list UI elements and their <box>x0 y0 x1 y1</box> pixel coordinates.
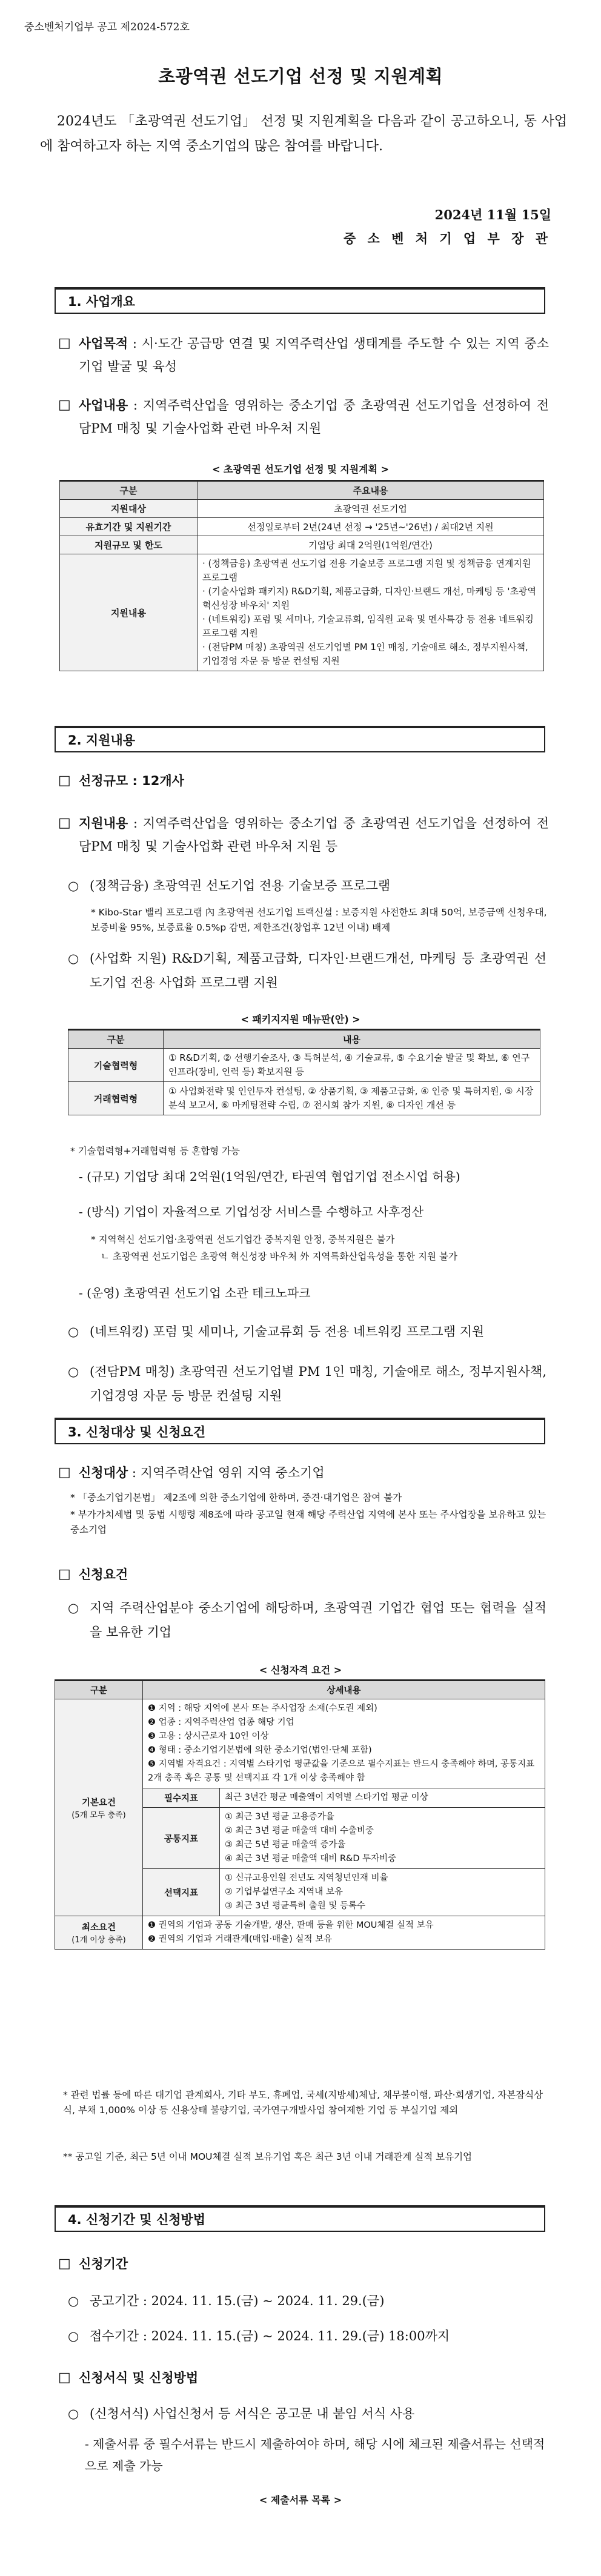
section-1-heading: 1. 사업개요 <box>55 287 545 314</box>
select-item: ① 신규고용인원 전년도 지역청년인재 비율 <box>225 1873 388 1883</box>
min-item: ❶ 권역의 기업과 공동 기술개발, 생산, 판매 등을 위한 MOU체결 실적 보유 <box>148 1920 434 1930</box>
basic-item: ❷ 업종 : 지역주력산업 업종 해당 기업 <box>148 1718 294 1727</box>
sec2-biz <box>68 946 546 995</box>
select-items <box>220 1869 545 1916</box>
table-row <box>60 500 544 518</box>
purpose-text: : 시·도간 공급망 연결 및 지역주력산업 생태계를 주도할 수 있는 지역 중소기업 발굴 및 육성 <box>79 336 549 374</box>
pkg-table <box>68 1029 540 1115</box>
method-note-1: * 지역혁신 선도기업·초광역권 선도기업간 중복지원 안정, 중복지원은 불가 <box>91 1234 395 1245</box>
circle-bullet-icon: ○ <box>68 2294 79 2308</box>
circle-bullet-icon: ○ <box>68 1324 79 1339</box>
table-row <box>68 1049 540 1082</box>
row-value: 기업당 최대 2억원(1억원/연간) <box>198 536 544 554</box>
support-item: · (기술사업화 패키지) R&D기획, 제품고급화, 디자인·브랜드 개선, 마케팅 등 '초광역 혁신성장 바우처' 지원 <box>202 586 536 611</box>
header-cell: 상세내용 <box>143 1681 545 1699</box>
target-note-1: * 「중소기업기본법」 제2조에 의한 중소기업에 한하며, 중견·대기업은 참여 불가 <box>70 1492 402 1503</box>
sec4-docs-format <box>68 2402 546 2426</box>
sec2-pm <box>68 1359 546 1408</box>
intro-paragraph: 2024년도 「초광역권 선도기업」 선정 및 지원계획을 다음과 같이 공고하오니, 동 사업에 참여하고자 하는 지역 중소기업의 많은 참여를 바랍니다. <box>40 114 567 154</box>
support-item: · (전담PM 매칭) 초광역권 선도기업별 PM 1인 매칭, 기술애로 해소, 정부지원사책, 기업경영 자문 등 방문 컨설팅 지원 <box>202 642 528 666</box>
support-item: · (정책금융) 초광역권 선도기업 전용 기술보증 프로그램 지원 및 정책금융 연계지원 프로그램 <box>202 558 531 583</box>
target-note-2: * 부가가치세법 및 동법 시행령 제8조에 따라 공고일 현재 해당 주력산업 지역에 본사 또는 주사업장을 보유하고 있는 중소기업 <box>70 1509 546 1535</box>
min-sub: (1개 이상 충족) <box>71 1936 126 1945</box>
square-bullet-icon: □ <box>58 815 71 831</box>
square-bullet-icon: □ <box>58 1465 71 1480</box>
req-text: 지역 주력산업분야 중소기업에 해당하며, 초광역권 기업간 협업 또는 협력을 실적을 보유한 기업 <box>90 1601 546 1639</box>
required-label: 필수지표 <box>143 1788 220 1808</box>
apply-period: 접수기간 : 2024. 11. 15.(금) ~ 2024. 11. 29.(금) 18:00까지 <box>90 2329 450 2343</box>
table-row <box>60 536 544 554</box>
min-items <box>143 1916 545 1950</box>
sec4-period <box>58 2252 549 2276</box>
docs-caption: < 제출서류 목록 > <box>259 2494 342 2506</box>
target-label: 신청대상 <box>79 1466 128 1480</box>
pm-text: (전담PM 매칭) 초광역권 선도기업별 PM 1인 매칭, 기술애로 해소, 정부지원사책, 기업경영 자문 등 방문 컨설팅 지원 <box>90 1364 546 1403</box>
support-item: · (네트워킹) 포럼 및 세미나, 기술교류회, 임직원 교육 및 멘사특강 등 전용 네트워킹 프로그램 지원 <box>202 614 534 639</box>
select-item: ③ 최근 3년 평균특허 출원 및 등록수 <box>225 1901 365 1911</box>
min-item: ❷ 권역의 기업과 거래관계(매입·매출) 실적 보유 <box>148 1934 333 1944</box>
policy-note: * Kibo-Star 밸리 프로그램 內 초광역권 선도기업 트랙신설 : 보증지원 사전한도 최대 50억, 보증금액 신청우대, 보증비율 95%, 보증료율 0.5%p 감면, 제한조건(창업후 12년 이내) 배제 <box>91 907 547 933</box>
circle-bullet-icon: ○ <box>68 2406 79 2421</box>
header-cell: 주요내용 <box>198 481 544 500</box>
row-value: ① 사업화전략 및 인인투자 컨설팅, ② 상품기획, ③ 제품고급화, ④ 인증 및 특허지원, ⑤ 시장분석 보고서, ⑥ 마케팅전략 수립, ⑦ 전시회 참가 지원, ⑧ 디자인 개선 등 <box>164 1082 540 1115</box>
content-text: : 지역주력산업을 영위하는 중소기업 중 초광역권 선도기업을 선정하여 전담PM 매칭 및 기술사업화 관련 바우처 지원 등 <box>79 816 549 854</box>
content-label: 지원내용 <box>79 816 128 831</box>
sec2-method-dash: - (방식) 기업이 자율적으로 기업성장 서비스를 수행하고 사후정산 <box>79 1204 424 1219</box>
sec2-scale-dash: - (규모) 기업당 최대 2억원(1억원/연간, 타권역 협업기업 전소시업 허용) <box>79 1169 460 1184</box>
notice-number: 중소벤처기업부 공고 제2024-572호 <box>24 21 190 33</box>
row-label: 거래협력형 <box>68 1082 164 1115</box>
row-label: 유효기간 및 지원기간 <box>60 518 198 536</box>
target-text: : 지역주력산업 영위 지역 중소기업 <box>128 1466 325 1480</box>
network-text: (네트워킹) 포럼 및 세미나, 기술교류회 등 전용 네트워킹 프로그램 지원 <box>90 1324 485 1339</box>
sec3-req <box>58 1563 549 1586</box>
notice-date: 2024년 11월 15일 <box>434 207 551 222</box>
basic-item: ❸ 고용 : 상시근로자 10인 이상 <box>148 1731 269 1741</box>
circle-bullet-icon: ○ <box>68 878 79 893</box>
square-bullet-icon: □ <box>58 1567 71 1582</box>
policy-text: (정책금융) 초광역권 선도기업 전용 기술보증 프로그램 <box>90 878 391 893</box>
req-label: 신청요건 <box>79 1567 128 1582</box>
docs-dash: - 제출서류 중 필수서류는 반드시 제출하여야 하며, 해당 시에 체크된 제출서류는 선택적으로 제출 가능 <box>85 2437 545 2473</box>
circle-bullet-icon: ○ <box>68 1601 79 1615</box>
select-item: ② 기업부설연구소 지역내 보유 <box>225 1887 343 1897</box>
page-title: 초광역권 선도기업 선정 및 지원계획 <box>158 66 443 87</box>
sec1-purpose <box>58 332 549 378</box>
sec3-req-text <box>68 1596 546 1644</box>
support-items <box>198 554 544 671</box>
header-cell: 내용 <box>164 1030 540 1049</box>
common-item: ③ 최근 5년 평균 매출액 증가율 <box>225 1840 346 1850</box>
sec4-notice-period <box>68 2289 546 2313</box>
circle-bullet-icon: ○ <box>68 951 79 966</box>
method-note-2: ㄴ 초광역권 선도기업은 초광역 혁신성장 바우처 外 지역특화산업육성을 통한 지원 불가 <box>101 1251 457 1262</box>
scale-label: 선정규모 : 12개사 <box>79 774 184 788</box>
foot-note-2: ** 공고일 기준, 최근 5년 이내 MOU체결 실적 보유기업 혹은 최근 3년 이내 거래관계 실적 보유기업 <box>63 2151 473 2162</box>
basic-item: ❺ 지역별 자격요건 : 지역별 스타기업 평균값을 기준으로 필수지표는 반드시 충족해야 하며, 공통지표 2개 충족 혹은 공통 및 선택지표 각 1개 이상 충족해야 함 <box>148 1759 535 1783</box>
sec2-content <box>58 812 549 858</box>
content-label: 사업내용 <box>79 398 128 413</box>
sec1-table-caption: < 초광역권 선도기업 선정 및 지원계획 > <box>211 463 390 475</box>
row-label: 지원규모 및 한도 <box>60 536 198 554</box>
basic-sub: (5개 모두 충족) <box>71 1810 126 1820</box>
period-label: 신청기간 <box>79 2257 128 2271</box>
sec2-policy <box>68 874 546 898</box>
sec2-scale <box>58 769 549 792</box>
pkg-table-caption: < 패키지지원 메뉴판(안) > <box>241 1014 360 1025</box>
min-label-cell <box>55 1916 143 1950</box>
row-value: ① R&D기획, ② 선행기술조사, ③ 특허분석, ④ 기술교류, ⑤ 수요기술 발굴 및 확보, ⑥ 연구 인프라(장비, 인력 등) 확보지원 등 <box>164 1049 540 1082</box>
row-label: 기술협력형 <box>68 1049 164 1082</box>
foot-note-1: * 관련 법률 등에 따른 대기업 관계회사, 기타 부도, 휴폐업, 국세(지방세)체납, 채무불이행, 파산·회생기업, 자본잠식상식, 부채 1,000% 이상 등 신용상태 불량기업, 국가연구개발사업 참여제한 기업 등 부실기업 제외 <box>63 2090 543 2116</box>
section-3-heading: 3. 신청대상 및 신청요건 <box>55 1418 545 1444</box>
basic-item: ❹ 형태 : 중소기업기본법에 의한 중소기업(법인·단체 포함) <box>148 1745 372 1755</box>
basic-label: 기본요건 <box>81 1798 116 1808</box>
sec4-apply-period <box>68 2324 546 2348</box>
sec4-docs <box>58 2366 549 2389</box>
notice-period: 공고기간 : 2024. 11. 15.(금) ~ 2024. 11. 29.(금) <box>90 2294 385 2308</box>
square-bullet-icon: □ <box>58 397 71 413</box>
content-text: : 지역주력산업을 영위하는 중소기업 중 초광역권 선도기업을 선정하여 전담PM 매칭 및 기술사업화 관련 바우처 지원 <box>79 398 549 436</box>
common-item: ② 최근 3년 평균 매출액 대비 수출비중 <box>225 1826 374 1836</box>
header-cell: 구분 <box>68 1030 164 1049</box>
table-row <box>60 518 544 536</box>
common-item: ① 최근 3년 평균 고용증가율 <box>225 1812 334 1822</box>
purpose-label: 사업목적 <box>79 336 128 351</box>
basic-label-cell <box>55 1699 143 1916</box>
circle-bullet-icon: ○ <box>68 2329 79 2343</box>
req-table <box>55 1679 545 1950</box>
header-cell: 구분 <box>60 481 198 500</box>
common-label: 공통지표 <box>143 1808 220 1869</box>
sec2-network <box>68 1320 546 1344</box>
sec3-target <box>58 1461 549 1484</box>
circle-bullet-icon: ○ <box>68 1364 79 1379</box>
table-row <box>68 1082 540 1115</box>
header-cell: 구분 <box>55 1681 143 1699</box>
issuer: 중 소 벤 처 기 업 부 장 관 <box>343 231 551 246</box>
row-value: 선정일로부터 2년(24년 선정 → '25년~'26년) / 최대2년 지원 <box>198 518 544 536</box>
basic-items <box>143 1699 545 1788</box>
section-2-heading: 2. 지원내용 <box>55 726 545 752</box>
row-label: 지원내용 <box>60 554 198 671</box>
basic-item: ❶ 지역 : 해당 지역에 본사 또는 주사업장 소재(수도권 제외) <box>148 1704 377 1713</box>
sec2-operation-dash: - (운영) 초광역권 선도기업 소관 테크노파크 <box>79 1286 311 1300</box>
square-bullet-icon: □ <box>58 2370 71 2385</box>
square-bullet-icon: □ <box>58 336 71 351</box>
row-label: 지원대상 <box>60 500 198 518</box>
biz-text: (사업화 지원) R&D기획, 제품고급화, 디자인·브랜드개선, 마케팅 등 초광역권 선도기업 전용 사업화 프로그램 지원 <box>90 951 546 990</box>
square-bullet-icon: □ <box>58 773 71 788</box>
docs-format: (신청서식) 사업신청서 등 서식은 공고문 내 붙임 서식 사용 <box>90 2406 415 2421</box>
table-row <box>60 554 544 671</box>
table-row <box>55 1699 545 1788</box>
sec1-content <box>58 394 549 440</box>
common-item: ④ 최근 3년 평균 매출액 대비 R&D 투자비중 <box>225 1854 397 1864</box>
pkg-note: * 기술협력형+거래협력형 등 혼합형 가능 <box>70 1146 241 1157</box>
table-row <box>55 1916 545 1950</box>
select-label: 선택지표 <box>143 1869 220 1916</box>
row-value: 초광역권 선도기업 <box>198 500 544 518</box>
square-bullet-icon: □ <box>58 2256 71 2271</box>
common-items <box>220 1808 545 1869</box>
req-table-caption: < 신청자격 요건 > <box>259 1664 342 1676</box>
min-label: 최소요건 <box>81 1923 116 1933</box>
sec1-plan-table <box>59 480 544 671</box>
docs-label: 신청서식 및 신청방법 <box>79 2371 199 2385</box>
section-4-heading: 4. 신청기간 및 신청방법 <box>55 2205 545 2232</box>
required-value: 최근 3년간 평균 매출액이 지역별 스타기업 평균 이상 <box>220 1788 545 1808</box>
